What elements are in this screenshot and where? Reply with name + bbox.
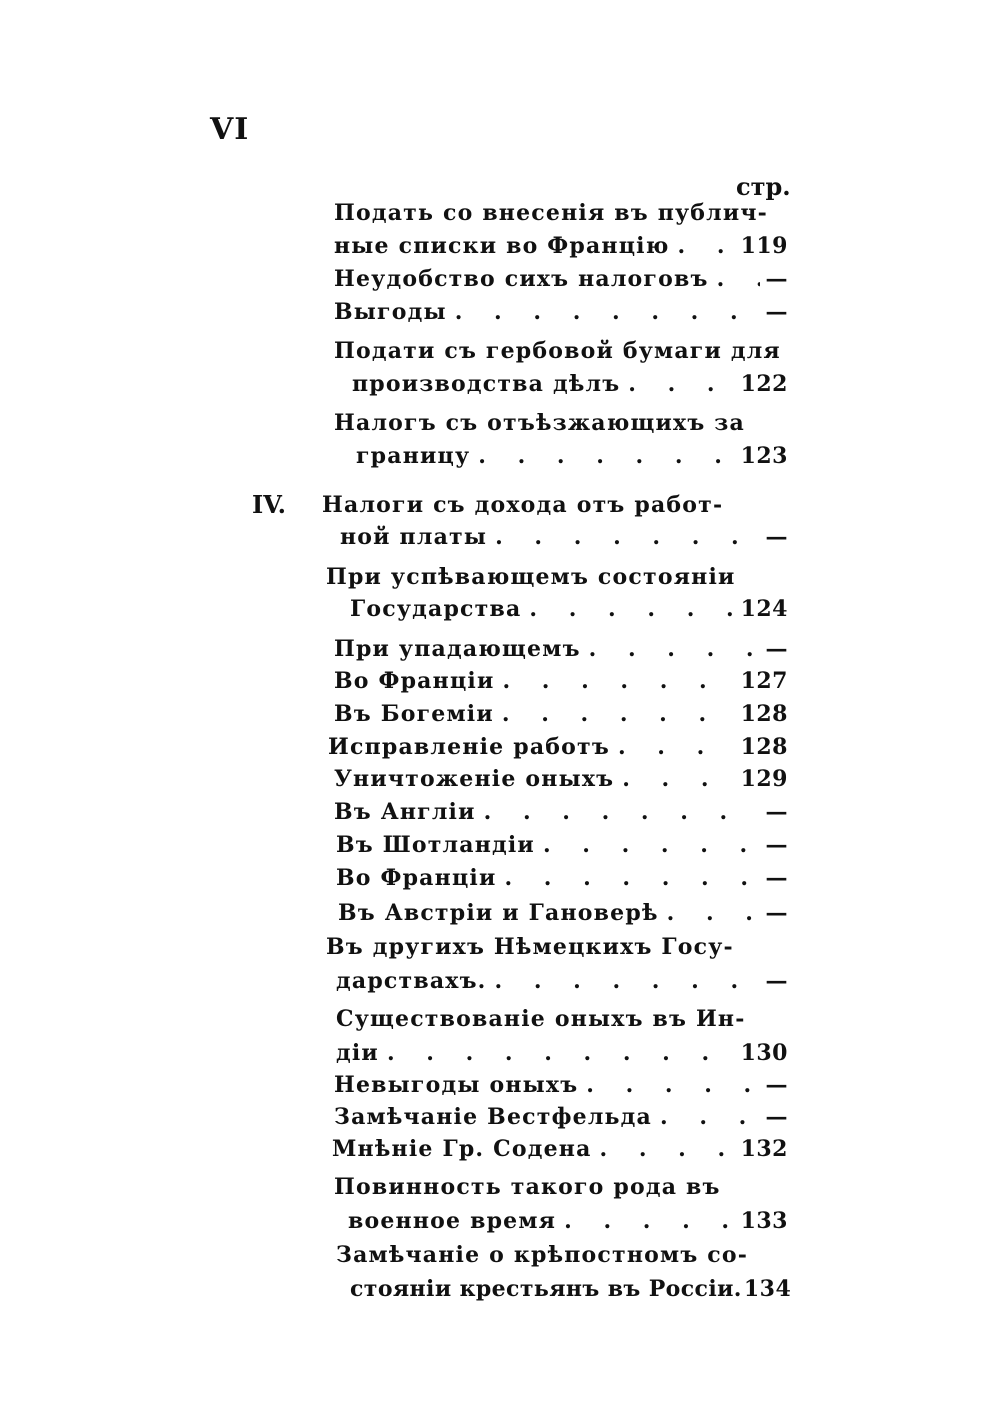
toc-page-number: 132 [740,1136,788,1162]
toc-page-number: 123 [740,443,788,469]
toc-page-number: — [765,636,788,662]
toc-entry [350,1274,792,1304]
dot-leader [495,966,760,996]
section-title: Налоги съ дохода отъ работ- [322,492,724,518]
toc-entry-text: Въ Шотландіи [336,832,535,858]
toc-entry-text: При упадающемъ [334,636,581,662]
toc-page-number: — [765,832,788,858]
toc-entry [334,1070,788,1100]
toc-entry [334,699,788,729]
toc-page-number: 133 [740,1208,788,1234]
toc-page-number: — [765,524,788,550]
toc-entry [336,863,788,893]
toc-entry [334,634,788,664]
toc-entry-text: границу [356,443,471,469]
toc-entry-text: Въ Австріи и Гановерѣ [338,900,659,926]
toc-entry [336,1038,788,1068]
toc-entry-text: Налогъ съ отъѣзжающихъ за [334,410,745,436]
section-number: IV. [252,490,287,519]
toc-entry [336,830,788,860]
toc-page-number: — [765,968,788,994]
dot-leader [586,1070,759,1100]
toc-page-number: — [765,1072,788,1098]
dot-leader [495,522,759,552]
dot-leader [600,1134,735,1164]
toc-page-number: 134 [743,1276,792,1302]
toc-entry [350,594,788,624]
toc-page-number: 124 [740,596,788,622]
toc-entry [334,764,788,794]
dot-leader [455,297,760,327]
toc-entry-text: дарствахъ. [336,968,487,994]
toc-entry-text: Замѣчаніе о крѣпостномъ со- [336,1242,749,1268]
dot-leader [387,1038,735,1068]
toc-entry [340,522,788,552]
dot-leader [628,369,734,399]
toc-page-number: 128 [740,701,788,727]
toc-entry-text: Во Франціи [336,865,497,891]
dot-leader [504,863,759,893]
toc-entry-text: стояніи крестьянъ въ Россіи. [350,1276,742,1302]
dot-leader [678,231,735,261]
toc-entry [332,1134,788,1164]
toc-entry-text: Уничтоженіе оныхъ [334,766,615,792]
dot-leader [502,699,735,729]
toc-page-number: 122 [740,371,788,397]
toc-entry [348,1206,788,1236]
dot-leader [618,732,735,762]
toc-entry [336,966,788,996]
toc-entry [334,666,788,696]
toc-entry-text: Въ Англіи [334,799,476,825]
toc-entry-text: Выгоды [334,299,447,325]
page-column-label: стр. [736,172,791,201]
toc-entry [334,297,788,327]
toc-entry-text: діи [336,1040,379,1066]
toc-entry-text: военное время [348,1208,557,1234]
toc-entry-text: Повинность такого рода въ [334,1174,721,1200]
toc-entry-text: При успѣвающемъ состояніи [326,564,736,590]
toc-entry [352,369,788,399]
toc-page-number: 128 [740,734,788,760]
toc-entry [328,732,788,762]
toc-page-number: 127 [740,668,788,694]
toc-page-number: — [765,266,788,292]
toc-entry-text: Подать со внесенія въ публич- [334,200,769,226]
toc-entry-text: Существованіе оныхъ въ Ин- [336,1006,746,1032]
toc-entry-text: Подати съ гербовой бумаги для [334,338,781,364]
toc-page-number: 130 [740,1040,788,1066]
toc-entry-text: Невыгоды оныхъ [334,1072,579,1098]
dot-leader [667,898,760,928]
toc-entry [356,441,788,471]
dot-leader [589,634,760,664]
dot-leader [502,666,734,696]
toc-entry-text: Въ другихъ Нѣмецкихъ Госу- [326,934,734,960]
toc-page-number: — [765,865,788,891]
toc-entry-text: Мнѣніе Гр. Содена [332,1136,592,1162]
dot-leader [622,764,734,794]
toc-entry-text: Исправленіе работъ [328,734,610,760]
toc-entry [334,231,788,261]
dot-leader [717,264,760,294]
dot-leader [478,441,734,471]
dot-leader [529,594,734,624]
toc-page-number: — [765,299,788,325]
dot-leader [484,797,760,827]
toc-page-number: — [765,1104,788,1130]
dot-leader [543,830,760,860]
toc-entry-text: Въ Богеміи [334,701,494,727]
toc-page-number: — [765,799,788,825]
toc-entry-text: Неудобство сихъ налоговъ [334,266,709,292]
toc-entry-text: Во Франціи [334,668,495,694]
toc-entry-text: Государства [350,596,522,622]
dot-leader [660,1102,760,1132]
toc-entry [334,1102,788,1132]
page-number: VI [210,112,250,147]
toc-entry [334,797,788,827]
dot-leader [564,1206,734,1236]
toc-entry [338,898,788,928]
section-title: ной платы [340,524,488,550]
toc-entry-text: ные списки во Францію [334,233,670,259]
toc-entry-text: Замѣчаніе Вестфельда [334,1104,652,1130]
toc-page-number: — [765,900,788,926]
toc-entry-text: производства дѣлъ [352,371,621,397]
toc-page-number: 129 [740,766,788,792]
toc-entry [334,264,788,294]
toc-page-number: 119 [740,233,788,259]
